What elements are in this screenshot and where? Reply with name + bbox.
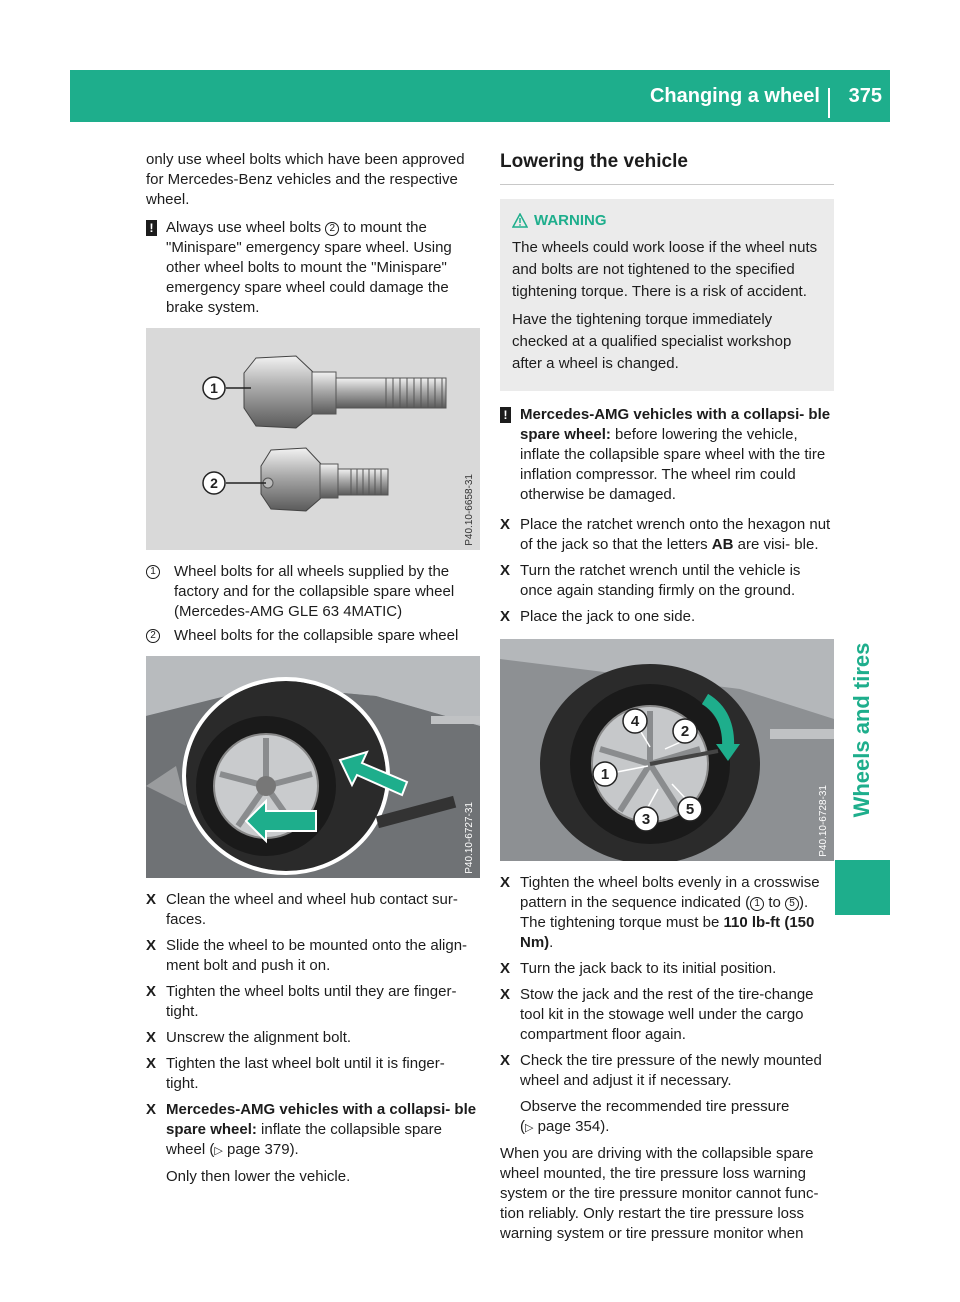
chapter-marker	[835, 860, 890, 915]
callout-2: 2	[146, 629, 160, 643]
step-item: X Place the ratchet wrench onto the hexagon nut of the jack so that the letters AB are visi- ble.	[500, 516, 831, 553]
page-ref-arrow-icon: ▷	[525, 1122, 534, 1134]
step-marker: X	[500, 562, 511, 579]
figure-id: P40.10-6727-31	[464, 802, 475, 874]
step-item: X Turn the jack back to its initial position.	[500, 960, 777, 977]
step-marker: X	[146, 937, 157, 954]
callout-2: 2	[325, 222, 339, 236]
caution-icon: !	[500, 407, 511, 423]
page-number: 375	[848, 85, 882, 107]
callout-1: 1	[750, 897, 764, 911]
callout-5: 5	[785, 897, 799, 911]
header-divider	[828, 88, 830, 118]
page-reference-link[interactable]: page 354).	[537, 1118, 610, 1135]
step-marker: X	[146, 1055, 157, 1072]
left-column	[146, 150, 480, 1193]
step-item: X Place the jack to one side.	[500, 608, 696, 625]
caution-icon: !	[146, 220, 157, 236]
subsection-title: Lowering the vehicle	[500, 150, 834, 185]
section-title: Changing a wheel	[649, 85, 820, 107]
step-marker: X	[500, 516, 511, 533]
figure-wheel-bolts	[146, 328, 480, 550]
chapter-tab	[835, 600, 890, 870]
intro-text: only use wheel bolts which have been approved for Mercedes-Benz vehicles and the respective wheel.	[146, 151, 465, 208]
figure-id: P40.10-6658-31	[464, 474, 475, 546]
step-marker: X	[500, 960, 511, 977]
legend-item: 2 Wheel bolts for the collapsible spare wheel	[146, 626, 480, 646]
warning-heading: WARNING	[512, 211, 822, 231]
step-item: X Check the tire pressure of the newly mounted wheel and adjust it if necessary. Observe the recommended tire pressure (▷ page 354).	[500, 1051, 834, 1138]
warning-text: Have the tightening torque immediately checked at a qualified specialist workshop after a wheel is changed.	[512, 311, 792, 372]
warning-triangle-icon	[512, 213, 528, 228]
step-marker: X	[146, 983, 157, 1000]
wheel-bolts-illustration	[146, 328, 480, 550]
step-marker: X	[146, 1029, 157, 1046]
figure-tightening-sequence	[500, 639, 834, 861]
closing-text: When you are driving with the collapsible spare wheel mounted, the tire pressure loss warning system or the tire pressure monitor cannot func- tion reliably. Only restart the tire pressure loss warning system or tire pressure monitor when	[500, 1145, 819, 1242]
step-followup: Only then lower the vehicle.	[166, 1168, 351, 1185]
fig3-label-3: 3	[641, 811, 651, 828]
chapter-tab-label: Wheels and tires	[849, 642, 874, 818]
wheel-mounting-illustration	[146, 656, 480, 878]
step-marker: X	[500, 874, 511, 891]
fig3-label-4: 4	[630, 713, 640, 730]
header-bar	[70, 70, 890, 122]
warning-box	[500, 199, 834, 391]
step-item: X Tighten the wheel bolts until they are finger- tight.	[146, 983, 457, 1020]
fig3-label-1: 1	[600, 766, 610, 783]
caution-note: ! Mercedes-AMG vehicles with a collapsi- ble spare wheel: before lowering the vehicle, inflate the collapsible spare wheel with the tire inflation compressor. The wheel rim could otherwise be damaged.	[500, 405, 834, 505]
step-marker: X	[146, 891, 157, 908]
step-item: X Stow the jack and the rest of the tire-change tool kit in the stowage well under the cargo compartment floor again.	[500, 986, 814, 1043]
step-followup: Observe the recommended tire pressure (▷ page 354).	[520, 1098, 790, 1135]
step-marker: X	[500, 608, 511, 625]
page-ref-arrow-icon: ▷	[214, 1145, 223, 1157]
callout-1: 1	[146, 565, 160, 579]
step-item: X Unscrew the alignment bolt.	[146, 1029, 352, 1046]
tightening-sequence-illustration	[500, 639, 834, 861]
step-item: X Mercedes-AMG vehicles with a collapsi- ble spare wheel: inflate the collapsible spare wheel (▷ page 379). Only then lower the vehicle.	[146, 1100, 480, 1187]
caution-note: ! Always use wheel bolts 2 to mount the "Minispare" emergency spare wheel. Using other wheel bolts to mount the "Minispare" emergency spare wheel could damage the brake system.	[146, 218, 480, 318]
fig1-label-2: 2	[210, 475, 218, 491]
step-item: X Tighten the wheel bolts evenly in a crosswise pattern in the sequence indicated ( 1 to 5 ). The tightening torque must be 110 lb-ft (150 Nm).	[500, 874, 820, 951]
step-marker: X	[500, 1052, 511, 1069]
right-column	[500, 150, 834, 1252]
fig3-label-2: 2	[680, 723, 690, 740]
warning-text: The wheels could work loose if the wheel nuts and bolts are not tightened to the specified tightening torque. There is a risk of accident.	[512, 239, 818, 300]
legend-item: 1 Wheel bolts for all wheels supplied by the factory and for the collapsible spare wheel (Mercedes-AMG GLE 63 4MATIC)	[146, 562, 480, 622]
step-marker: X	[146, 1101, 157, 1118]
step-marker: X	[500, 986, 511, 1003]
figure-wheel-mounting	[146, 656, 480, 878]
page-reference-link[interactable]: page 379).	[227, 1141, 299, 1158]
step-item: X Slide the wheel to be mounted onto the align- ment bolt and push it on.	[146, 937, 468, 974]
figure-id: P40.10-6728-31	[818, 785, 829, 857]
step-item: X Turn the ratchet wrench until the vehicle is once again standing firmly on the ground.	[500, 562, 801, 599]
step-item: X Clean the wheel and wheel hub contact sur- faces.	[146, 891, 458, 928]
fig3-label-5: 5	[685, 801, 695, 818]
fig1-label-1: 1	[210, 380, 218, 396]
step-item: X Tighten the last wheel bolt until it is finger- tight.	[146, 1055, 445, 1092]
